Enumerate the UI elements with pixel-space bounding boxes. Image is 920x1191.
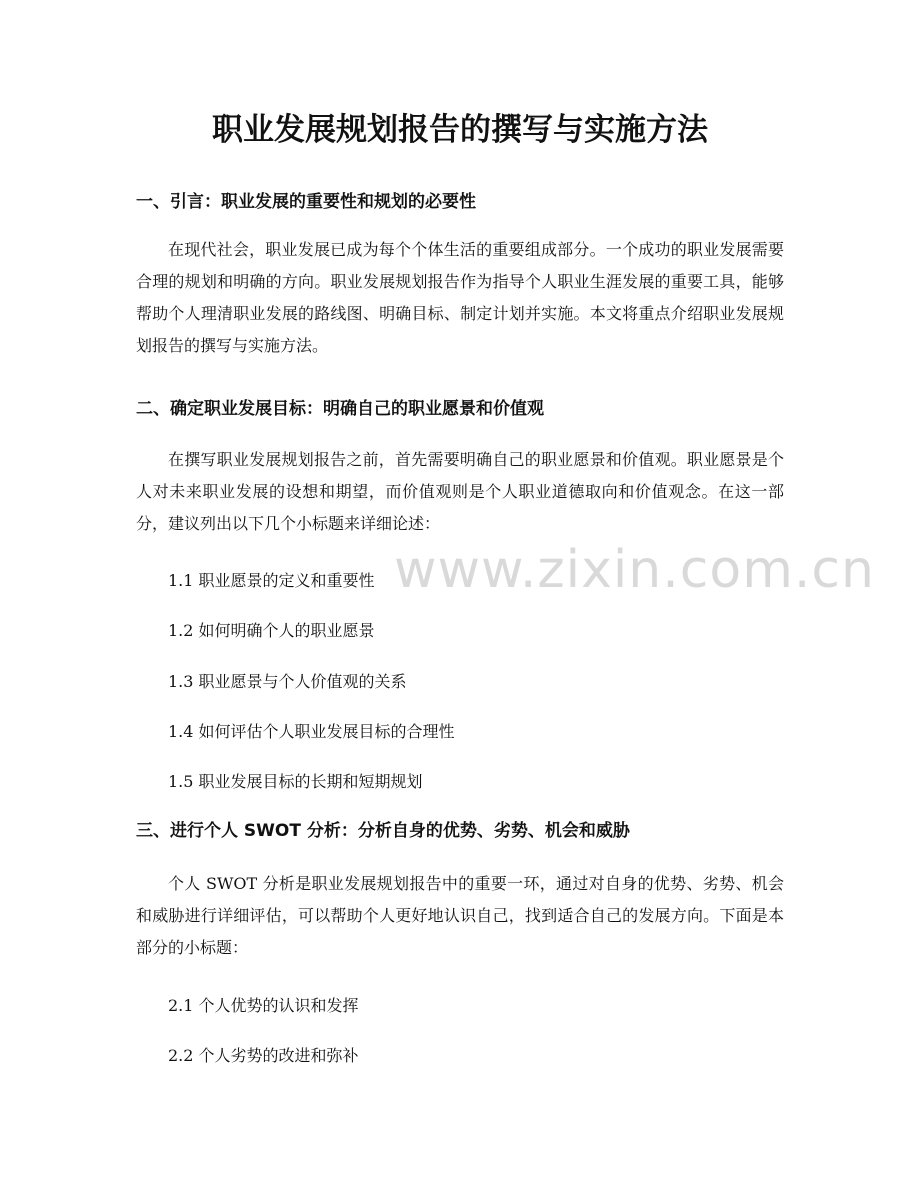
list-item: 1.3 职业愿景与个人价值观的关系 (168, 672, 407, 691)
list-item: 2.2 个人劣势的改进和弥补 (168, 1046, 359, 1065)
watermark: www.zixin.com.cn (394, 540, 875, 600)
list-item: 1.2 如何明确个人的职业愿景 (168, 621, 375, 640)
list-item: 2.1 个人优势的认识和发挥 (168, 996, 359, 1015)
section-paragraph-1: 在现代社会，职业发展已成为每个个体生活的重要组成部分。一个成功的职业发展需要合理的规划和明确的方向。职业发展规划报告作为指导个人职业生涯发展的重要工具，能够帮助个人理清职业发展的路线图、明确目标、制定计划并实施。本文将重点介绍职业发展规划报告的撰写与实施方法。 (136, 240, 784, 355)
list-item: 1.1 职业愿景的定义和重要性 (168, 571, 375, 590)
list-item: 1.4 如何评估个人职业发展目标的合理性 (168, 722, 455, 741)
section-heading-2: 二、确定职业发展目标：明确自己的职业愿景和价值观 (136, 399, 544, 419)
section-heading-3: 三、进行个人 SWOT 分析：分析自身的优势、劣势、机会和威胁 (136, 821, 630, 841)
section-paragraph-3: 个人 SWOT 分析是职业发展规划报告中的重要一环，通过对自身的优势、劣势、机会和威胁进行详细评估，可以帮助个人更好地认识自己，找到适合自己的发展方向。下面是本部分的小标题： (136, 874, 784, 957)
section-heading-1: 一、引言：职业发展的重要性和规划的必要性 (136, 192, 476, 212)
section-paragraph-2: 在撰写职业发展规划报告之前，首先需要明确自己的职业愿景和价值观。职业愿景是个人对未来职业发展的设想和期望，而价值观则是个人职业道德取向和价值观念。在这一部分，建议列出以下几个小标题来详细论述： (136, 450, 784, 533)
page-title: 职业发展规划报告的撰写与实施方法 (212, 112, 708, 148)
list-item: 1.5 职业发展目标的长期和短期规划 (168, 772, 423, 791)
